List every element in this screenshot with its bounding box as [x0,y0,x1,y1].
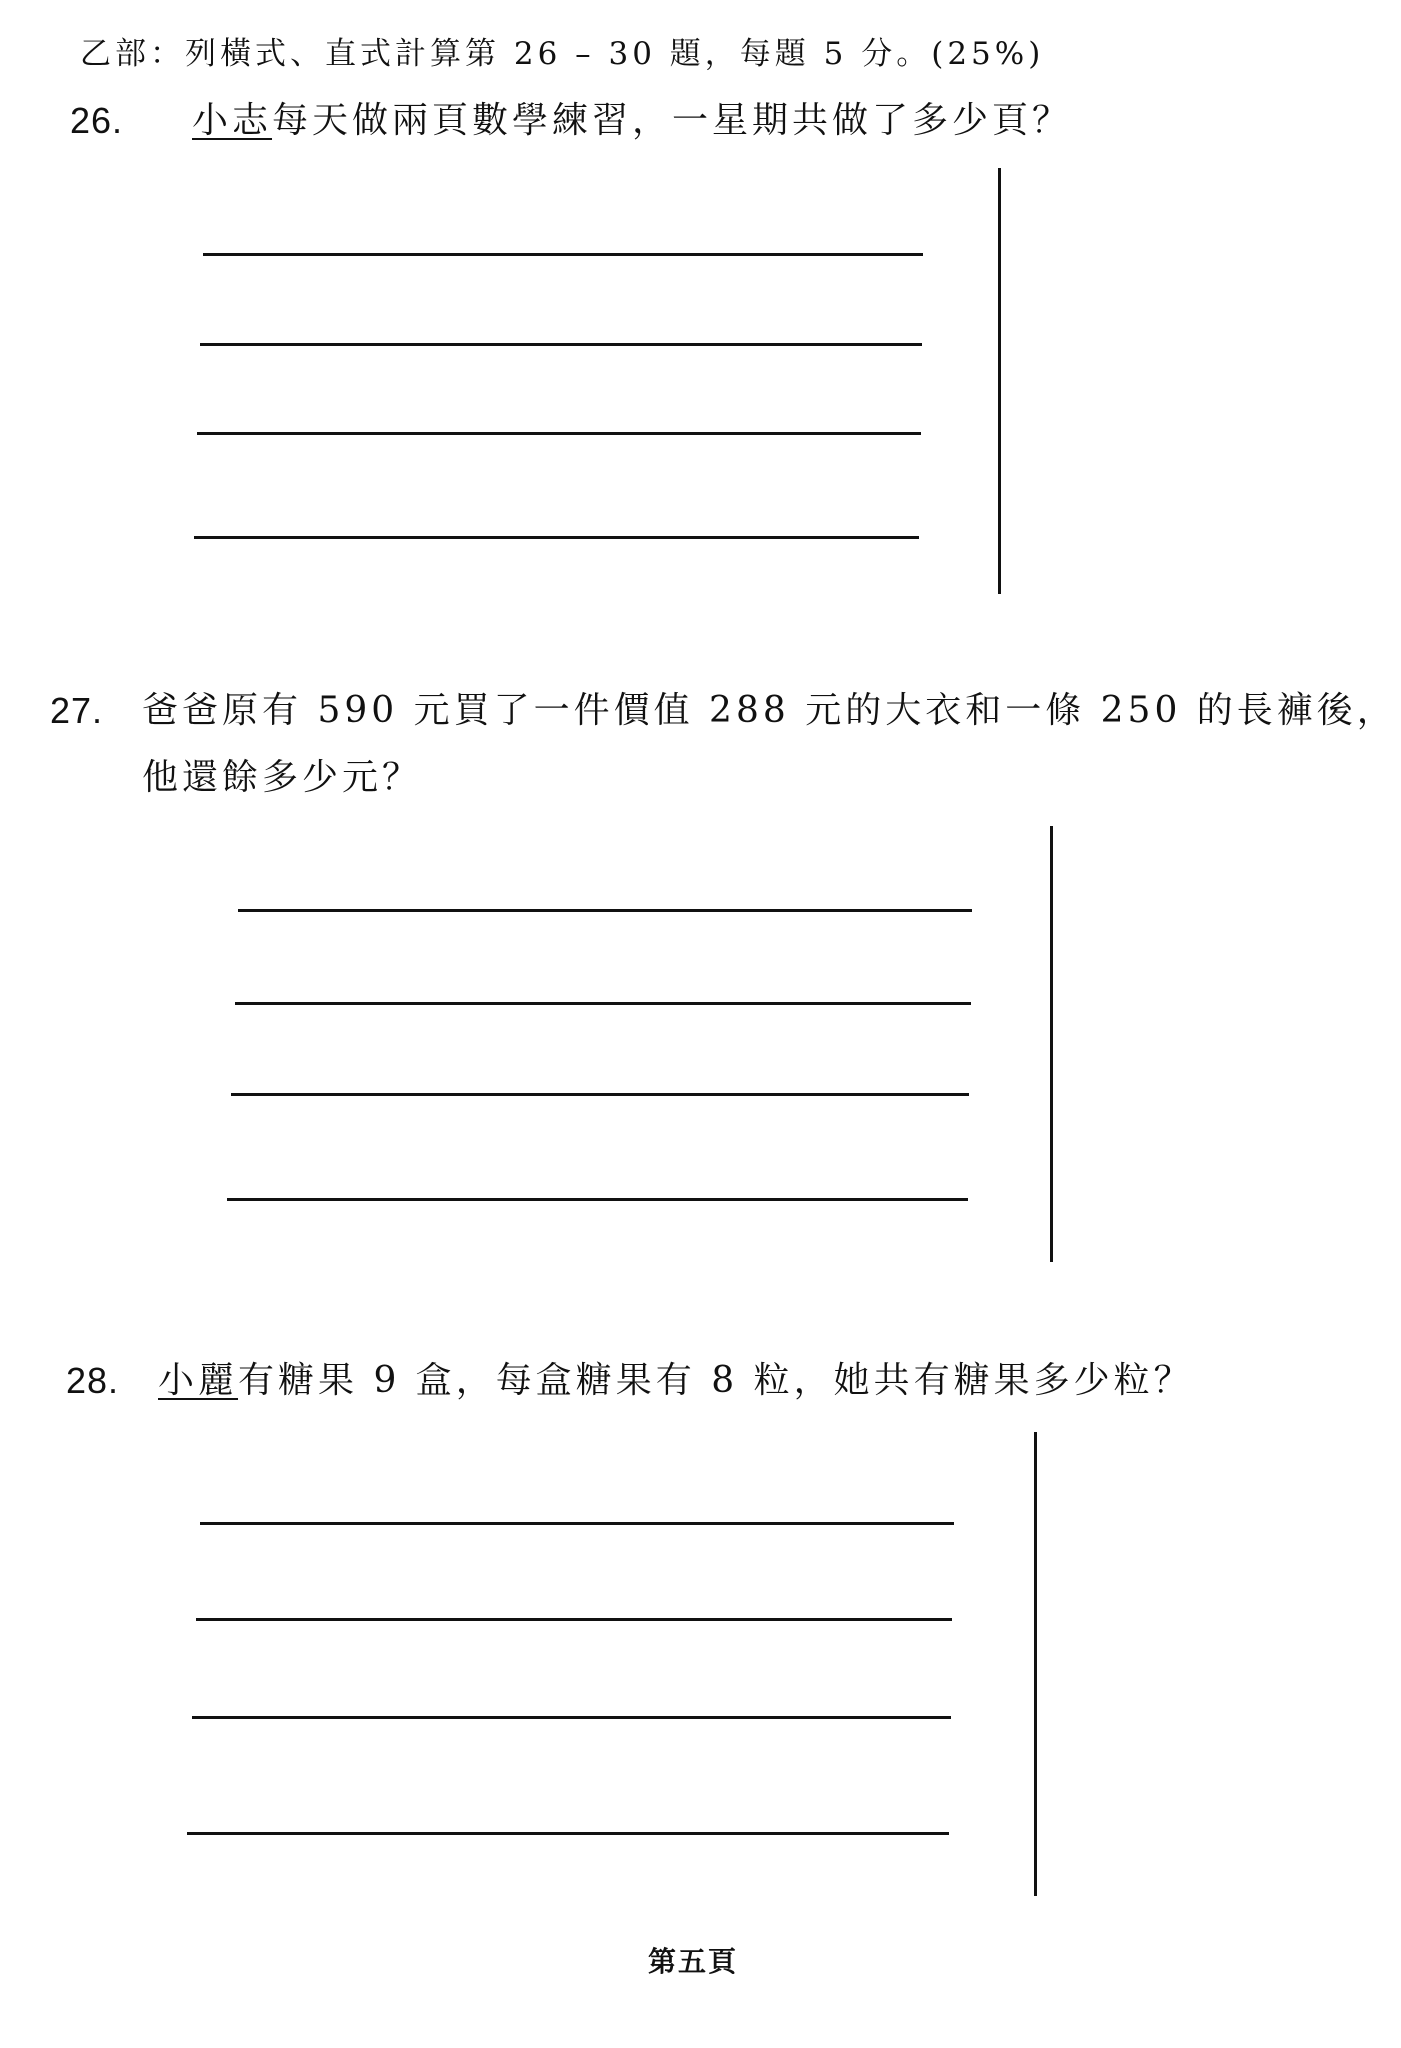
q28-answer-line-2[interactable] [196,1618,952,1621]
q27-working-divider [1050,826,1053,1262]
question-26-line1: 每天做兩頁數學練習，一星期共做了多少頁？ [272,100,1073,141]
question-28-line1: 有糖果 9 盒，每盒糖果有 8 粒，她共有糖果多少粒？ [238,1360,1194,1401]
q28-answer-line-4[interactable] [187,1832,949,1835]
q26-working-divider [998,168,1001,594]
q27-answer-line-4[interactable] [227,1198,968,1201]
question-27-line2: 他還餘多少元？ [142,757,423,798]
q26-answer-line-2[interactable] [200,343,922,346]
question-28-number: 28. [66,1360,120,1401]
q26-answer-line-1[interactable] [203,253,923,256]
question-27-line1: 爸爸原有 590 元買了一件價值 288 元的大衣和一條 250 的長褲後， [142,690,1397,731]
section-heading: 乙部：列橫式、直式計算第 26 – 30 題，每題 5 分。(25%) [80,36,1045,72]
q28-answer-line-1[interactable] [200,1522,954,1525]
q26-answer-line-3[interactable] [197,432,921,435]
q26-answer-line-4[interactable] [194,536,919,539]
question-27-number: 27. [50,690,104,731]
page-number: 第五頁 [648,1945,739,1978]
question-27-text [142,686,1397,736]
q27-answer-line-3[interactable] [231,1093,969,1096]
question-26-name: 小志 [192,100,273,141]
question-26-text [192,96,1072,146]
question-27-text-line2 [142,753,422,803]
question-28-text [158,1356,1194,1406]
question-26-number: 26. [70,100,124,141]
question-28-name: 小麗 [158,1360,239,1401]
q28-answer-line-3[interactable] [192,1716,951,1719]
q28-working-divider [1034,1432,1037,1896]
q27-answer-line-2[interactable] [235,1002,971,1005]
q27-answer-line-1[interactable] [238,909,972,912]
